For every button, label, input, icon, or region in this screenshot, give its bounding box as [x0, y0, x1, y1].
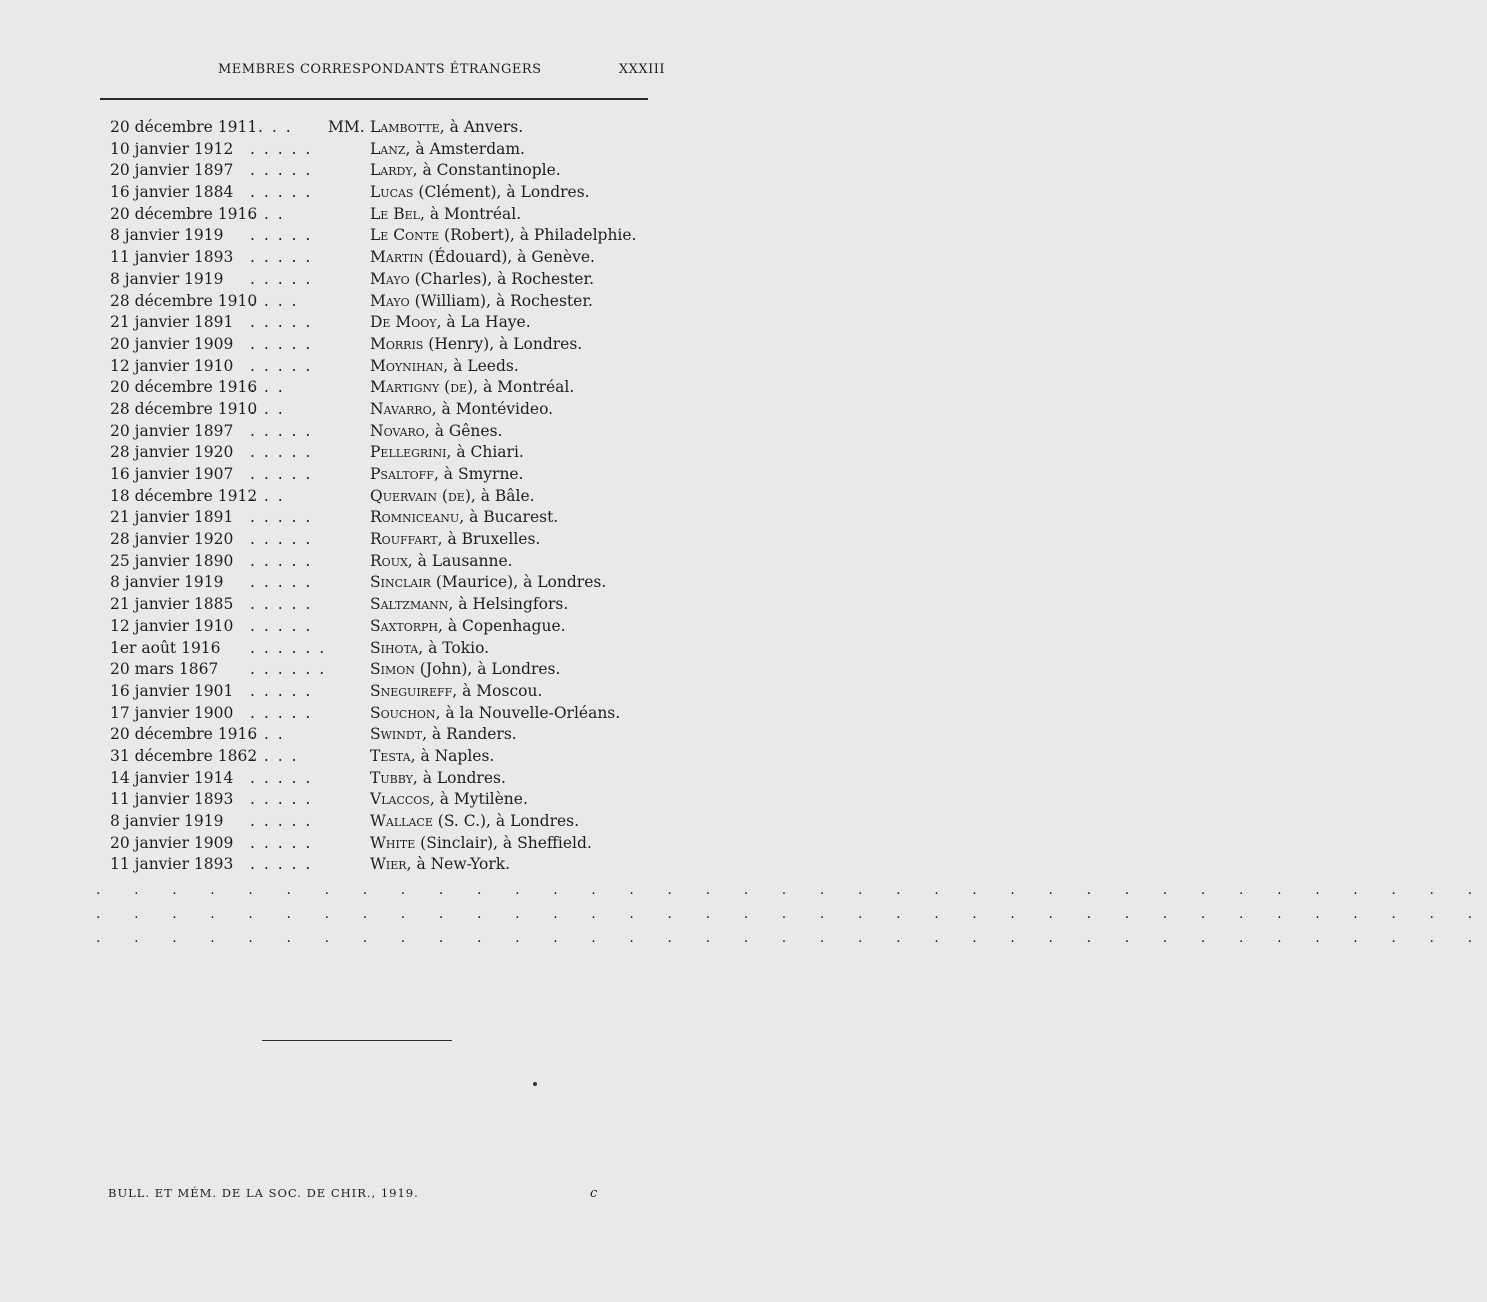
election-date: 16 janvier 1901: [110, 681, 234, 700]
member-location: (S. C.), à Londres.: [432, 812, 580, 830]
closing-rule: [262, 1040, 452, 1041]
list-item: [100, 530, 720, 552]
dot-leader: . . .: [250, 378, 285, 397]
member-location: , à la Nouvelle-Orléans.: [435, 703, 621, 722]
dot-leader: . . . . .: [250, 855, 313, 874]
member-entry: [370, 747, 494, 765]
member-location: , à Tokio.: [418, 638, 490, 657]
list-item: [100, 335, 720, 357]
list-item: [100, 205, 720, 227]
election-date: 28 janvier 1920: [110, 443, 234, 462]
dot-leader: . . .: [250, 399, 285, 418]
list-item: [100, 682, 720, 704]
member-surname: Lanz: [370, 139, 406, 158]
dot-leader: . . . . .: [250, 508, 313, 527]
dot-leader: . . . . .: [250, 248, 313, 267]
member-location: , à Londres.: [412, 768, 506, 787]
member-location: (Sinclair), à Sheffield.: [415, 833, 592, 852]
member-location: , à Smyrne.: [433, 465, 524, 483]
list-item: [100, 790, 720, 812]
member-surname: Martigny (de): [370, 378, 474, 397]
election-date: 20 décembre 1911: [110, 118, 258, 136]
dot-leader: . . . . .: [250, 226, 313, 245]
member-location: , à Constantinople.: [412, 161, 561, 180]
election-date: 20 janvier 1909: [110, 334, 234, 353]
election-date: 8 janvier 1919: [110, 573, 224, 592]
member-surname: White: [370, 833, 416, 852]
member-location: , à Bruxelles.: [437, 530, 541, 549]
dot-line: . . . . . . . . . . . . . . . . . . . . . . . . . . . . . . . . . . . . .: [96, 882, 1487, 898]
election-date: 28 décembre 1910: [110, 399, 258, 418]
list-item: [100, 855, 720, 877]
dot-leader: . . .: [250, 486, 285, 505]
header-rule: [100, 98, 648, 100]
member-location: , à Gênes.: [424, 421, 503, 440]
election-date: 20 décembre 1916: [110, 204, 258, 223]
dot-leader: . . . . .: [250, 183, 313, 202]
election-date: 16 janvier 1884: [110, 183, 234, 202]
member-entry: [370, 205, 521, 223]
election-date: 1er août 1916: [110, 638, 221, 657]
member-entry: [370, 855, 510, 873]
member-location: , à Chiari.: [446, 443, 524, 462]
dot-leader: . . . . .: [250, 356, 313, 375]
dot-leader: . . . . .: [250, 139, 313, 158]
member-surname: Lambotte: [370, 118, 440, 136]
member-location: , à Montréal.: [419, 204, 522, 223]
election-date: 11 janvier 1893: [110, 790, 234, 809]
member-surname: Romniceanu: [370, 508, 460, 527]
member-entry: [370, 617, 566, 635]
list-item: [100, 183, 720, 205]
member-surname: Lucas: [370, 183, 414, 202]
dot-leader: . . . . .: [250, 616, 313, 635]
member-entry: [370, 573, 606, 591]
election-date: 10 janvier 1912: [110, 139, 234, 158]
list-item: [100, 573, 720, 595]
member-entry: [370, 378, 574, 396]
list-item: [100, 508, 720, 530]
election-date: 20 janvier 1897: [110, 421, 234, 440]
member-entry: [370, 226, 637, 244]
election-date: 12 janvier 1910: [110, 616, 234, 635]
dot-leader: . . . . .: [250, 443, 313, 462]
ink-dot: [533, 1082, 537, 1086]
election-date: 11 janvier 1893: [110, 248, 234, 267]
list-item: [100, 140, 720, 162]
member-entry: [370, 357, 519, 375]
member-entry: [370, 487, 535, 505]
member-location: (Édouard), à Genève.: [423, 248, 595, 267]
member-entry: [370, 465, 524, 483]
member-surname: Quervain (de): [370, 486, 471, 505]
list-item: [100, 270, 720, 292]
member-location: (Henry), à Londres.: [423, 334, 583, 353]
election-date: 20 janvier 1909: [110, 833, 234, 852]
member-location: , à Randers.: [422, 725, 517, 744]
member-entry: [370, 183, 590, 201]
member-entry: [370, 704, 620, 722]
dot-leader: . . . . .: [250, 421, 313, 440]
member-entry: [370, 248, 595, 266]
dot-leader: . . . . .: [250, 595, 313, 614]
election-date: 18 décembre 1912: [110, 486, 258, 505]
list-item: [100, 487, 720, 509]
list-item: [100, 660, 720, 682]
dot-leader: . . . . .: [250, 790, 313, 809]
member-surname: Saltzmann: [370, 595, 449, 614]
footer-citation: BULL. ET MÉM. DE LA SOC. DE CHIR., 1919.: [108, 1186, 419, 1200]
member-surname: Moynihan: [370, 356, 444, 375]
member-entry: [370, 335, 582, 353]
election-date: 31 décembre 1862: [110, 746, 258, 765]
election-date: 17 janvier 1900: [110, 703, 234, 722]
list-item: [100, 617, 720, 639]
member-entry: [370, 270, 594, 288]
list-item: [100, 639, 720, 661]
member-entry: [370, 790, 528, 808]
dot-leader: . . . . .: [250, 703, 313, 722]
member-entry: [370, 769, 506, 787]
election-date: 20 décembre 1916: [110, 725, 258, 744]
member-surname: Saxtorph: [370, 616, 439, 635]
election-date: 14 janvier 1914: [110, 768, 234, 787]
dot-line: . . . . . . . . . . . . . . . . . . . . . . . . . . . . . . . . . . . . .: [96, 906, 1487, 922]
member-location: , à Naples.: [410, 746, 495, 765]
member-surname: Mayo: [370, 269, 410, 288]
election-date: 28 janvier 1920: [110, 530, 234, 549]
dot-leader: . . .: [250, 204, 285, 223]
member-location: , à Montréal.: [473, 378, 575, 397]
dot-leader: . . . . .: [250, 313, 313, 332]
election-date: 21 janvier 1885: [110, 595, 234, 614]
dot-leader: . . . . . .: [250, 660, 327, 679]
dot-leader: . . . .: [250, 746, 299, 765]
member-entry: [370, 443, 524, 461]
member-location: (Clément), à Londres.: [413, 183, 590, 202]
dot-leader: . . . . .: [250, 161, 313, 180]
member-surname: Testa: [370, 746, 411, 765]
member-entry: [370, 161, 561, 179]
member-entry: [370, 422, 502, 440]
list-item: [100, 704, 720, 726]
list-item: [100, 769, 720, 791]
signature-mark: c: [590, 1186, 598, 1201]
member-location: (John), à Londres.: [414, 660, 561, 679]
member-entry: [370, 140, 525, 158]
member-entry: [370, 292, 593, 310]
list-item: [100, 465, 720, 487]
member-entry: [370, 639, 489, 657]
member-location: , à Leeds.: [443, 356, 519, 375]
dot-leader: . . . . . .: [250, 638, 327, 657]
election-date: 8 janvier 1919: [110, 812, 224, 830]
dot-leader: . . . . .: [250, 573, 313, 592]
member-surname: Tubby: [370, 768, 413, 787]
member-surname: Vlaccos: [370, 790, 430, 809]
election-date: 20 mars 1867: [110, 660, 219, 679]
dot-leader: . . . . .: [250, 465, 313, 483]
member-surname: Sinclair: [370, 573, 431, 592]
member-location: , à Copenhague.: [438, 616, 566, 635]
member-surname: Novaro: [370, 421, 425, 440]
election-date: 25 janvier 1890: [110, 551, 234, 570]
member-surname: Navarro: [370, 399, 432, 418]
member-surname: Mayo: [370, 291, 410, 310]
dot-leader: . . . . .: [250, 551, 313, 570]
member-surname: Simon: [370, 660, 415, 679]
member-entry: [370, 682, 542, 700]
election-date: 21 janvier 1891: [110, 313, 234, 332]
member-surname: Le Conte: [370, 226, 440, 245]
member-location: (William), à Rochester.: [409, 291, 593, 310]
election-date: 20 décembre 1916: [110, 378, 258, 397]
member-surname: Roux: [370, 551, 408, 570]
dot-leader: . . . . .: [250, 681, 313, 700]
member-location: , à Bucarest.: [459, 508, 559, 527]
running-title: MEMBRES CORRESPONDANTS ÉTRANGERS: [218, 62, 542, 77]
member-location: (Robert), à Philadelphie.: [439, 226, 637, 245]
dot-leader: . . . . .: [250, 269, 313, 288]
member-surname: De Mooy: [370, 313, 437, 332]
dot-leader: . . .: [250, 725, 285, 744]
member-location: , à Montévideo.: [431, 399, 554, 418]
dot-leader: . . . . .: [250, 833, 313, 852]
member-surname: Sneguireff: [370, 681, 453, 700]
member-entry: [370, 508, 558, 526]
list-item: [100, 422, 720, 444]
member-entry: [370, 530, 540, 548]
page-number: XXXIII: [618, 62, 665, 77]
member-location: , à Lausanne.: [407, 551, 513, 570]
member-entry: [370, 812, 579, 830]
member-entry: [370, 834, 592, 852]
member-surname: Rouffart: [370, 530, 438, 549]
election-date: 11 janvier 1893: [110, 855, 234, 874]
dot-leader: . . . . .: [250, 334, 313, 353]
list-item: [100, 313, 720, 335]
member-entry: [370, 313, 531, 331]
member-location: , à Amsterdam.: [405, 139, 525, 158]
member-surname: Souchon: [370, 703, 436, 722]
list-item: [100, 248, 720, 270]
member-surname: Swindt: [370, 725, 423, 744]
dot-leader: . . .: [258, 118, 293, 136]
member-location: , à La Haye.: [436, 313, 531, 332]
list-item: [100, 118, 720, 140]
list-item: [100, 552, 720, 574]
dot-leader: . . . .: [250, 291, 299, 310]
member-location: , à Anvers.: [439, 118, 524, 136]
list-item: [100, 747, 720, 769]
member-surname: Pellegrini: [370, 443, 447, 462]
list-item: [100, 725, 720, 747]
member-entry: [370, 552, 513, 570]
member-location: (Charles), à Rochester.: [409, 269, 595, 288]
member-surname: Wier: [370, 855, 407, 874]
dot-line: . . . . . . . . . . . . . . . . . . . . . . . . . . . . . . . . . . . . .: [96, 930, 1487, 946]
member-entry: [370, 595, 568, 613]
list-item: [100, 161, 720, 183]
member-surname: Psaltoff: [370, 465, 434, 483]
election-date: 16 janvier 1907: [110, 465, 234, 483]
election-date: 20 janvier 1897: [110, 161, 234, 180]
member-surname: Morris: [370, 334, 424, 353]
election-date: 8 janvier 1919: [110, 269, 224, 288]
member-entry: [370, 660, 560, 678]
member-entry: [370, 725, 517, 743]
mm-label: MM.: [328, 118, 365, 136]
member-location: (Maurice), à Londres.: [430, 573, 607, 592]
member-surname: Le Bel: [370, 204, 420, 223]
member-location: , à Moscou.: [452, 681, 543, 700]
election-date: 28 décembre 1910: [110, 291, 258, 310]
member-surname: Martin: [370, 248, 424, 267]
list-item: [100, 226, 720, 248]
dot-leader: . . . . .: [250, 768, 313, 787]
list-item: [100, 400, 720, 422]
election-date: 8 janvier 1919: [110, 226, 224, 245]
list-item: [100, 834, 720, 856]
member-surname: Wallace: [370, 812, 433, 830]
list-item: [100, 443, 720, 465]
member-list: [100, 118, 720, 877]
member-location: , à New-York.: [406, 855, 511, 874]
member-location: , à Bâle.: [470, 486, 535, 505]
member-entry: [370, 400, 553, 418]
member-entry: [370, 118, 523, 136]
list-item: [100, 812, 720, 834]
election-date: 12 janvier 1910: [110, 356, 234, 375]
member-location: , à Mytilène.: [429, 790, 528, 809]
list-item: [100, 595, 720, 617]
member-location: , à Helsingfors.: [448, 595, 569, 614]
member-surname: Lardy: [370, 161, 413, 180]
list-item: [100, 357, 720, 379]
dot-leader: . . . . .: [250, 812, 313, 830]
list-item: [100, 378, 720, 400]
dot-leader: . . . . .: [250, 530, 313, 549]
list-item: [100, 292, 720, 314]
member-surname: Sihota: [370, 638, 419, 657]
election-date: 21 janvier 1891: [110, 508, 234, 527]
